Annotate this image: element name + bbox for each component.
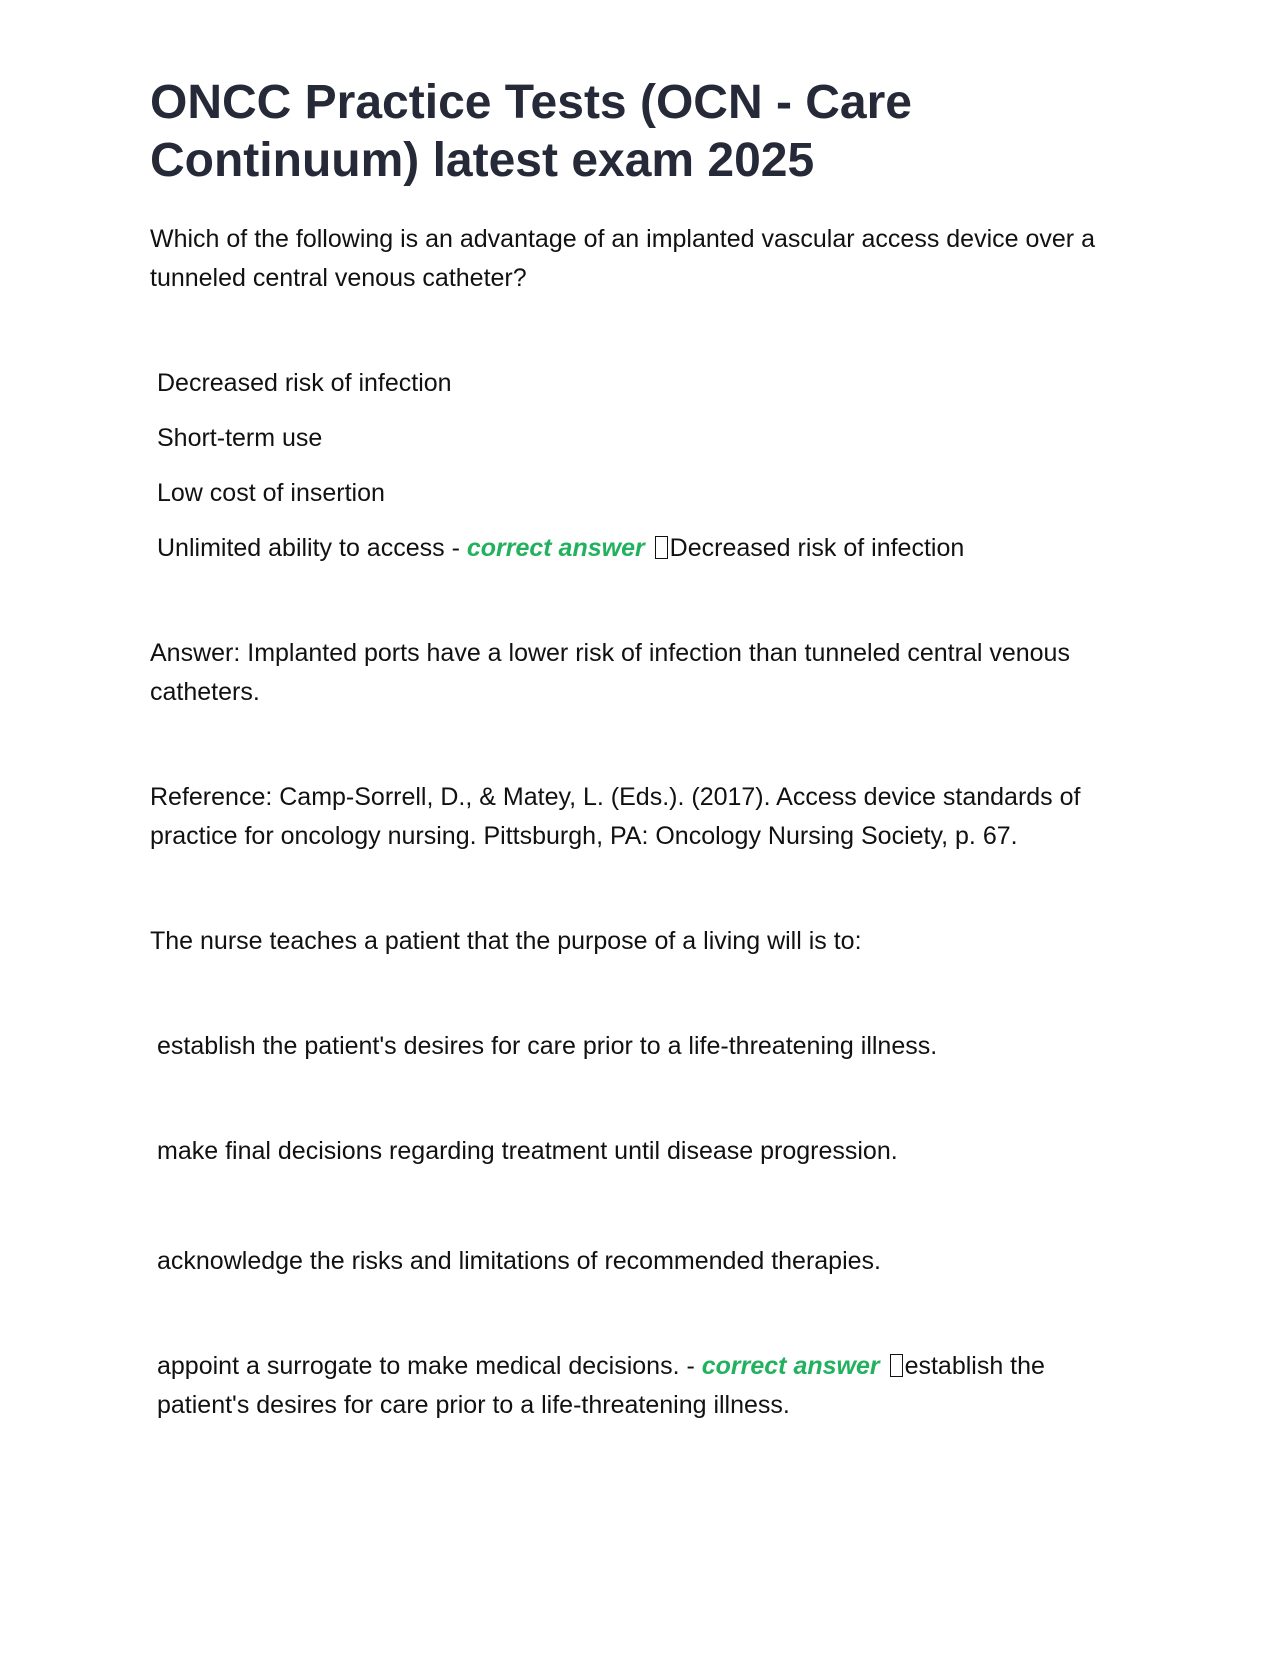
spacer — [150, 513, 1135, 529]
question-2-option-d-with-answer — [150, 1347, 1135, 1425]
question-2-option-c: acknowledge the risks and limitations of recommended therapies. — [157, 1247, 881, 1275]
spacer — [150, 1171, 1135, 1242]
document-content — [150, 74, 1135, 1425]
spacer — [150, 856, 1135, 922]
spacer — [150, 298, 1135, 364]
question-1-answer-value: Decreased risk of infection — [669, 534, 965, 562]
answer-separator: - — [679, 1352, 702, 1380]
document-title: ONCC Practice Tests (OCN - Care Continuum) latest exam 2025 — [150, 76, 912, 187]
question-2-option-d: appoint a surrogate to make medical decisions. — [157, 1352, 680, 1380]
question-2-answer-value: establish the patient's desires for care prior to a life-threatening illness. — [157, 1352, 1045, 1419]
correct-answer-label: correct answer — [466, 534, 645, 562]
question-1-reference: Reference: Camp-Sorrell, D., & Matey, L. (Eds.). (2017). Access device standards of practice for oncology nursing. Pittsburgh, PA: Oncology Nursing Society, p. 67. — [150, 783, 1081, 850]
spacer — [150, 1281, 1135, 1347]
missing-glyph-box-icon — [890, 1354, 903, 1377]
question-1-option-b: Short-term use — [157, 424, 323, 452]
spacer — [150, 458, 1135, 474]
question-1-option-a: Decreased risk of infection — [157, 369, 452, 397]
question-1-text: Which of the following is an advantage of an implanted vascular access device over a tunneled central venous catheter? — [150, 225, 1095, 292]
question-1-option-c: Low cost of insertion — [157, 479, 385, 507]
spacer — [150, 712, 1135, 778]
missing-glyph-box-icon — [655, 536, 668, 559]
spacer — [150, 403, 1135, 419]
spacer — [150, 1066, 1135, 1132]
question-2-text: The nurse teaches a patient that the purpose of a living will is to: — [150, 927, 862, 955]
question-1-option-d-with-answer — [150, 529, 1135, 568]
question-1-option-d: Unlimited ability to access — [157, 534, 445, 562]
spacer — [150, 961, 1135, 1027]
spacer — [150, 568, 1135, 634]
question-1-explanation: Answer: Implanted ports have a lower risk of infection than tunneled central venous catheters. — [150, 639, 1070, 706]
question-2-option-b: make final decisions regarding treatment until disease progression. — [157, 1137, 898, 1165]
answer-separator: - — [444, 534, 467, 562]
correct-answer-label: correct answer — [701, 1352, 880, 1380]
question-2-option-a: establish the patient's desires for care prior to a life-threatening illness. — [157, 1032, 938, 1060]
